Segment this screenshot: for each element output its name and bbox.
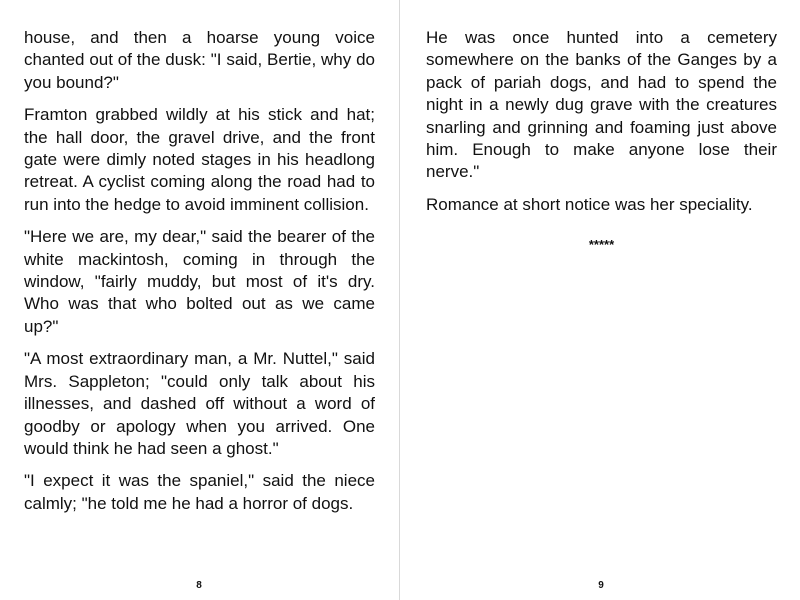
paragraph: "I expect it was the spaniel," said the niece calmly; "he told me he had a horror of dogs. <box>24 471 375 513</box>
page-number-right: 9 <box>598 580 604 591</box>
section-separator: ***** <box>588 237 615 253</box>
left-page <box>24 27 375 525</box>
paragraph: Romance at short notice was her speciality. <box>426 194 753 214</box>
paragraph: Framton grabbed wildly at his stick and hat; the hall door, the gravel drive, and the front gate were dimly noted stages in his headlong retreat. A cyclist coming along the road had to run into the hedge to avoid imminent collision. <box>24 105 375 214</box>
right-page <box>426 27 777 257</box>
paragraph: "A most extraordinary man, a Mr. Nuttel," said Mrs. Sappleton; "could only talk about his illnesses, and dashed off without a word of goodby or apology when you arrived. One would think he had seen a ghost." <box>24 349 375 458</box>
page-number-left: 8 <box>196 580 202 591</box>
page-gutter-divider <box>399 0 400 600</box>
paragraph: "Here we are, my dear," said the bearer of the white mackintosh, coming in through the window, "fairly muddy, but most of it's dry. Who was that who bolted out as we came up?" <box>24 227 375 336</box>
paragraph: He was once hunted into a cemetery somewhere on the banks of the Ganges by a pack of pariah dogs, and had to spend the night in a newly dug grave with the creatures snarling and grinning and foaming just above him. Enough to make anyone lose their nerve." <box>426 28 777 182</box>
paragraph: house, and then a hoarse young voice chanted out of the dusk: "I said, Bertie, why do you bound?" <box>24 28 375 92</box>
